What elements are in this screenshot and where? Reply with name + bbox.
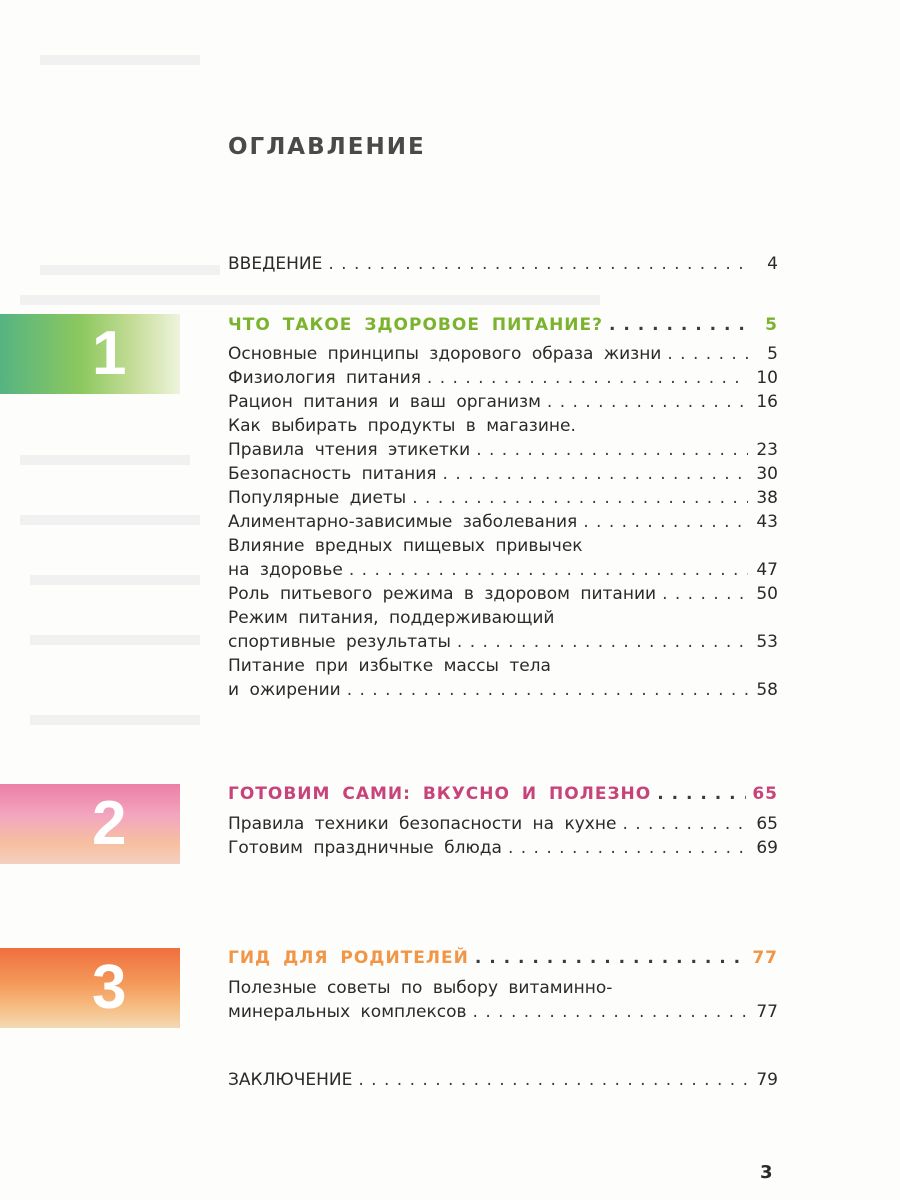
leader-dots	[457, 630, 748, 654]
toc-entry-label: ГОТОВИМ САМИ: ВКУСНО И ПОЛЕЗНО	[228, 784, 652, 804]
toc-entry-line[interactable]: Режим питания, поддерживающий	[228, 608, 555, 628]
toc-entry-label: на здоровье	[228, 560, 343, 580]
toc-entry-label: Физиология питания	[228, 368, 421, 388]
toc-entry-label: Безопасность питания	[228, 464, 437, 484]
page-title: ОГЛАВЛЕНИЕ	[228, 134, 426, 160]
leader-dots	[476, 438, 748, 462]
toc-entry[interactable]	[228, 1000, 778, 1024]
toc-entry[interactable]	[228, 438, 778, 462]
toc-section-3-heading[interactable]	[228, 946, 778, 970]
toc-entry[interactable]	[228, 390, 778, 414]
toc-entry[interactable]	[228, 582, 778, 606]
toc-entry[interactable]	[228, 342, 778, 366]
toc-entry-line[interactable]: Как выбирать продукты в магазине.	[228, 416, 576, 436]
toc-entry-page: 65	[752, 784, 778, 804]
toc-entry-page: 5	[765, 315, 778, 335]
toc-entry-label: Роль питьевого режима в здоровом питании	[228, 584, 657, 604]
toc-entry-label: минеральных комплексов	[228, 1002, 467, 1022]
toc-entry-conclusion[interactable]	[228, 1068, 778, 1092]
toc-entry-label: ВВЕДЕНИЕ	[228, 254, 323, 274]
toc-entry-page: 47	[756, 560, 778, 580]
toc-section-1-heading[interactable]	[228, 313, 778, 337]
leader-dots	[508, 836, 748, 860]
toc-entry-line[interactable]: Питание при избытке массы тела	[228, 656, 551, 676]
leader-dots	[328, 252, 748, 276]
toc-entry[interactable]	[228, 812, 778, 836]
toc-entry-page: 53	[756, 632, 778, 652]
toc-entry[interactable]	[228, 462, 778, 486]
leader-dots	[662, 582, 748, 606]
toc-entry-line[interactable]: Полезные советы по выбору витаминно-	[228, 978, 613, 998]
toc-entry-label: Готовим праздничные блюда	[228, 838, 502, 858]
toc-entry-page: 23	[756, 440, 778, 460]
toc-entry-page: 43	[756, 512, 778, 532]
toc-entry-page: 77	[756, 1002, 778, 1022]
section-2-number: 2	[92, 789, 127, 858]
section-2-tab	[0, 784, 180, 864]
page-number: 3	[760, 1162, 773, 1183]
toc-entry-page: 16	[756, 392, 778, 412]
toc-entry-page: 58	[756, 680, 778, 700]
toc-entry[interactable]	[228, 510, 778, 534]
toc-entry[interactable]	[228, 486, 778, 510]
toc-entry-intro[interactable]	[228, 252, 778, 276]
toc-entry-page: 30	[756, 464, 778, 484]
toc-entry-label: Правила чтения этикетки	[228, 440, 471, 460]
leader-dots	[443, 462, 748, 486]
toc-entry-label: Алиментарно-зависимые заболевания	[228, 512, 578, 532]
toc-entry[interactable]	[228, 630, 778, 654]
toc-entry-label: ГИД ДЛЯ РОДИТЕЛЕЙ	[228, 948, 469, 968]
toc-entry-label: Правила техники безопасности на кухне	[228, 814, 617, 834]
toc-entry-page: 50	[756, 584, 778, 604]
leader-dots	[622, 812, 748, 836]
leader-dots	[657, 782, 746, 806]
toc-entry[interactable]	[228, 678, 778, 702]
toc-entry-page: 10	[756, 368, 778, 388]
section-1-number: 1	[92, 319, 127, 388]
leader-dots	[412, 486, 748, 510]
toc-entry[interactable]	[228, 366, 778, 390]
toc-entry-label: ЧТО ТАКОЕ ЗДОРОВОЕ ПИТАНИЕ?	[228, 315, 603, 335]
toc-section-2-heading[interactable]	[228, 782, 778, 806]
leader-dots	[347, 678, 748, 702]
toc-entry[interactable]	[228, 836, 778, 860]
section-1-tab	[0, 314, 180, 394]
toc-entry-page: 38	[756, 488, 778, 508]
toc-entry-page: 5	[767, 344, 778, 364]
leader-dots	[473, 1000, 748, 1024]
leader-dots	[427, 366, 748, 390]
toc-entry-line[interactable]: Влияние вредных пищевых привычек	[228, 536, 583, 556]
toc-entry-page: 69	[756, 838, 778, 858]
toc-entry-label: Основные принципы здорового образа жизни	[228, 344, 662, 364]
leader-dots	[358, 1068, 748, 1092]
toc-entry-label: спортивные результаты	[228, 632, 451, 652]
leader-dots	[547, 390, 748, 414]
toc-entry-label: Рацион питания и ваш организм	[228, 392, 541, 412]
leader-dots	[349, 558, 748, 582]
toc-entry-label: Популярные диеты	[228, 488, 407, 508]
toc-entry[interactable]	[228, 558, 778, 582]
toc-entry-page: 65	[756, 814, 778, 834]
toc-entry-page: 79	[756, 1070, 778, 1090]
leader-dots	[609, 313, 748, 337]
section-3-tab	[0, 948, 180, 1028]
toc-entry-page: 77	[752, 948, 778, 968]
leader-dots	[583, 510, 748, 534]
leader-dots	[475, 946, 746, 970]
toc-entry-page: 4	[767, 254, 778, 274]
toc-entry-label: и ожирении	[228, 680, 341, 700]
leader-dots	[667, 342, 748, 366]
section-3-number: 3	[92, 953, 127, 1022]
toc-entry-label: ЗАКЛЮЧЕНИЕ	[228, 1070, 353, 1090]
